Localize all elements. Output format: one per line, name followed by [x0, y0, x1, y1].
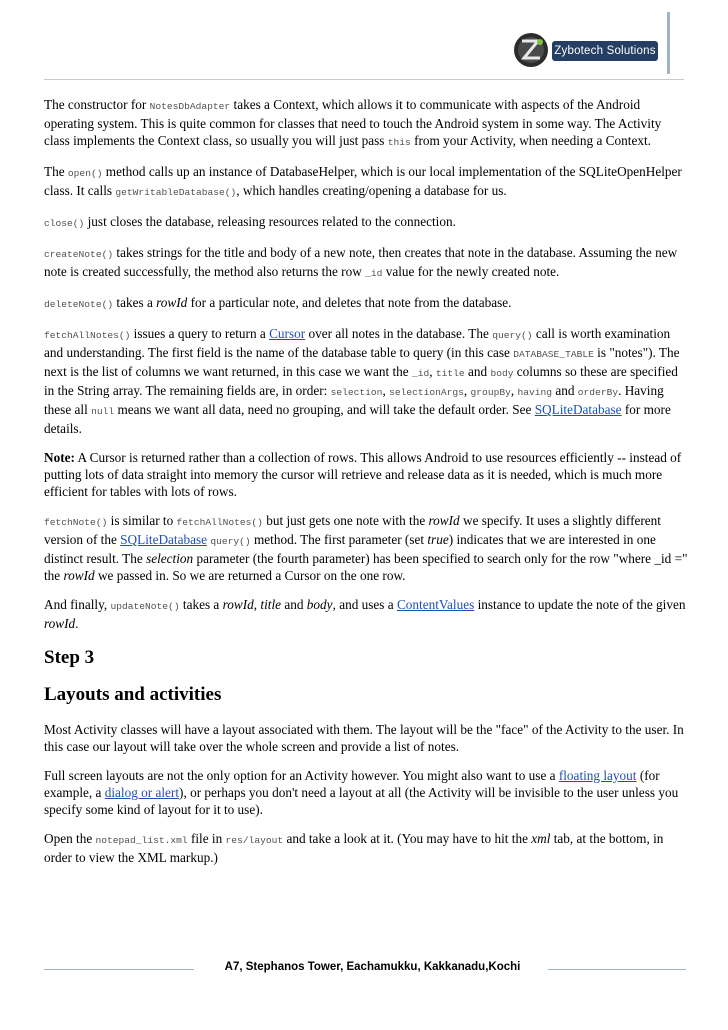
- code-span: DATABASE_TABLE: [513, 349, 594, 360]
- code-span: open(): [67, 168, 103, 179]
- paragraph-open-notepad-list: Open the notepad_list.xml file in res/layout and take a look at it. (You may have to hit the xml tab, at the bottom, in order to view the XML markup.): [44, 831, 664, 865]
- paragraph-note: Note: A Cursor is returned rather than a collection of rows. This allows Android to use resources efficiently -- instead of putting lots of data straight into memory the cursor will retrieve and release data as it is needed, which is much more efficient for tables with lots of rows.: [44, 450, 682, 499]
- paragraph-fetch-all-notes: fetchAllNotes() issues a query to return a Cursor over all notes in the database. The query() call is worth examination and understanding. The first field is the name of the database table to query (in this case DATABASE_TABLE is "notes"). The next is the list of columns we want returned, in this case we want the _id, title and body columns so these are specified in the String array. The remaining fields are, in order: selection, selectionArgs, groupBy, having and orderBy. Having these all null means we want all data, need no grouping, and will take the default order. See SQLiteDatabase for more details.: [44, 326, 680, 436]
- zybotech-logo-icon: [512, 31, 550, 69]
- code-span: createNote(): [44, 249, 114, 260]
- header-divider: [44, 79, 684, 80]
- code-span: this: [387, 137, 411, 148]
- code-span: query(): [210, 536, 251, 547]
- code-span: selection: [330, 387, 383, 398]
- code-span: _id: [411, 368, 430, 379]
- paragraph-full-screen-layouts: Full screen layouts are not the only option for an Activity however. You might also want to use a floating layout (for example, a dialog or alert), or perhaps you don't need a layout at all (the Activity will be invisible to the user unless you specify some kind of layout for it to use).: [44, 768, 679, 817]
- company-name: Zybotech Solutions: [552, 41, 658, 61]
- link-floating-layout[interactable]: floating layout: [558, 768, 637, 783]
- paragraph-constructor: The constructor for NotesDbAdapter takes a Context, which allows it to communicate with aspects of the Android operating system. This is quite common for classes that need to touch the Android system in some way. The Activity class implements the Context class, so usually you will just pass this from your Activity, when needing a Context.: [44, 97, 662, 148]
- note-label: Note:: [44, 450, 75, 465]
- header-accent-bar: [667, 12, 670, 74]
- company-logo: [512, 31, 660, 69]
- code-span: NotesDbAdapter: [149, 101, 231, 112]
- code-span: query(): [492, 330, 533, 341]
- paragraph-close: close() just closes the database, releasing resources related to the connection.: [44, 214, 456, 229]
- code-span: fetchNote(): [44, 517, 108, 528]
- code-span: having: [517, 387, 553, 398]
- document-body: [44, 96, 689, 878]
- code-span: selectionArgs: [389, 387, 464, 398]
- paragraph-update-note: And finally, updateNote() takes a rowId, title and body, and uses a ContentValues instance to update the note of the given rowId.: [44, 597, 686, 631]
- code-span: fetchAllNotes(): [44, 330, 131, 341]
- paragraph-open: The open() method calls up an instance of DatabaseHelper, which is our local implementation of the SQLiteOpenHelper class. It calls getWritableDatabase(), which handles creating/opening a database for us.: [44, 164, 682, 198]
- page-header: [0, 0, 728, 80]
- code-span: null: [91, 406, 115, 417]
- footer-divider-right: [548, 969, 686, 970]
- heading-step-3: Step 3: [44, 647, 95, 668]
- paragraph-fetch-note: fetchNote() is similar to fetchAllNotes() but just gets one note with the rowId we specify. It uses a slightly different version of the SQLiteDatabase query() method. The first parameter (set true) indicates that we are interested in one distinct result. The selection parameter (the fourth parameter) has been specified to search only for the row "where _id =" the rowId we passed in. So we are returned a Cursor on the one row.: [44, 513, 688, 583]
- code-span: fetchAllNotes(): [176, 517, 263, 528]
- paragraph-activity-layout: Most Activity classes will have a layout associated with them. The layout will be the "face" of the Activity to the user. In this case our layout will take over the whole screen and provide a list of notes.: [44, 722, 684, 754]
- code-span: _id: [365, 268, 383, 279]
- link-contentvalues[interactable]: ContentValues: [396, 597, 475, 612]
- heading-layouts-and-activities: Layouts and activities: [44, 684, 222, 705]
- code-span: res/layout: [225, 835, 284, 846]
- code-span: deleteNote(): [44, 299, 114, 310]
- code-span: title: [435, 368, 465, 379]
- code-span: groupBy: [470, 387, 511, 398]
- paragraph-create-note: createNote() takes strings for the title and body of a new note, then creates that note in the database. Assuming the new note is created successfully, the method also returns the row _id value for the newly created note.: [44, 245, 678, 279]
- link-cursor[interactable]: Cursor: [269, 326, 306, 341]
- code-span: updateNote(): [110, 601, 180, 612]
- link-sqlitedatabase[interactable]: SQLiteDatabase: [534, 402, 622, 417]
- code-span: getWritableDatabase(): [115, 187, 237, 198]
- code-span: orderBy: [577, 387, 619, 398]
- footer-divider-left: [44, 969, 194, 970]
- link-dialog-or-alert[interactable]: dialog or alert: [104, 785, 180, 800]
- link-sqlitedatabase[interactable]: SQLiteDatabase: [120, 532, 208, 547]
- footer-address: A7, Stephanos Tower, Eachamukku, Kakkanadu,Kochi: [224, 961, 521, 973]
- paragraph-delete-note: deleteNote() takes a rowId for a particular note, and deletes that note from the database.: [44, 295, 512, 310]
- code-span: body: [490, 368, 514, 379]
- code-span: close(): [44, 218, 85, 229]
- code-span: notepad_list.xml: [95, 835, 188, 846]
